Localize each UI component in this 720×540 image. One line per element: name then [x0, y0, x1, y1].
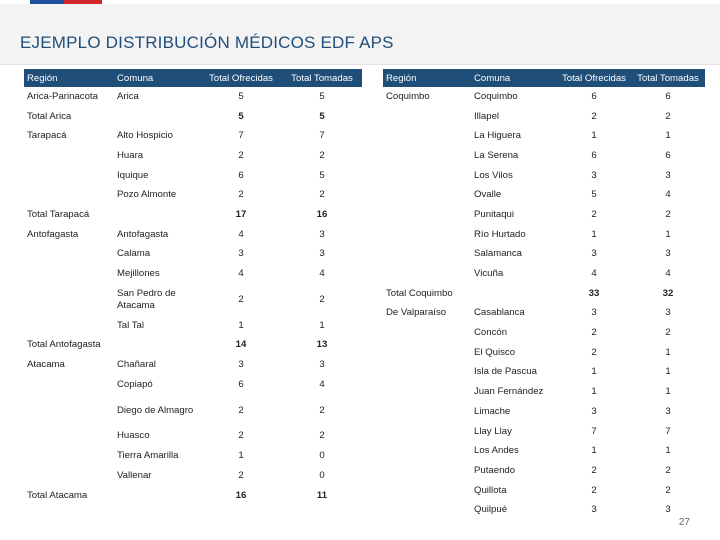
- cell-comuna: Quillota: [474, 484, 507, 496]
- cell-comuna: Punitaqui: [474, 208, 515, 220]
- cell-total-tomadas: 1: [665, 386, 671, 398]
- cell-region: [24, 316, 114, 336]
- cell-total-tomadas: 3: [319, 248, 325, 260]
- cell-total-ofrecidas: 2: [591, 110, 597, 122]
- table-header-row: [383, 69, 705, 87]
- cell-region: [383, 166, 471, 186]
- cell-region: [383, 461, 471, 481]
- cell-region: [383, 441, 471, 461]
- cell-total-tomadas: 4: [665, 189, 671, 201]
- title-band: [0, 4, 720, 65]
- table-row: [24, 427, 362, 447]
- table-row: [24, 126, 362, 146]
- table-row: [383, 166, 705, 186]
- cell-total-ofrecidas: 5: [238, 110, 244, 122]
- cell-region: [24, 146, 114, 166]
- cell-comuna: [114, 336, 200, 356]
- cell-region: [383, 245, 471, 265]
- cell-total-tomadas: 2: [319, 404, 325, 416]
- cell-comuna: Huara: [117, 149, 144, 161]
- cell-comuna: Isla de Pascua: [474, 366, 537, 378]
- cell-comuna: Vicuña: [474, 268, 504, 280]
- cell-region: [383, 146, 471, 166]
- page-title: EJEMPLO DISTRIBUCIÓN MÉDICOS EDF APS: [20, 33, 394, 52]
- cell-total-tomadas: 4: [319, 378, 325, 390]
- cell-total-ofrecidas: 1: [238, 450, 244, 462]
- cell-comuna: Río Hurtado: [474, 228, 526, 240]
- table-row: [383, 205, 705, 225]
- cell-total-tomadas: 4: [319, 268, 325, 280]
- cell-region: Total Coquimbo: [386, 287, 453, 299]
- cell-region: [383, 422, 471, 442]
- column-header-region: Región: [24, 69, 114, 87]
- cell-total-tomadas: 1: [665, 445, 671, 457]
- cell-total-ofrecidas: 3: [591, 248, 597, 260]
- table-row: [24, 395, 362, 427]
- cell-total-tomadas: 2: [319, 430, 325, 442]
- cell-total-tomadas: 1: [665, 366, 671, 378]
- table-row: [383, 402, 705, 422]
- cell-region: [24, 245, 114, 265]
- cell-region: [24, 284, 114, 316]
- cell-region: [383, 126, 471, 146]
- cell-region: [24, 264, 114, 284]
- cell-comuna: Calama: [117, 248, 151, 260]
- column-header-region: Región: [383, 69, 471, 87]
- cell-total-ofrecidas: 3: [238, 248, 244, 260]
- cell-total-ofrecidas: 2: [591, 327, 597, 339]
- cell-comuna: [114, 486, 200, 506]
- column-header-ofrecidas: Total Ofrecidas: [557, 69, 631, 87]
- table-row: [383, 225, 705, 245]
- cell-comuna: Tal Tal: [117, 319, 145, 331]
- cell-region: [24, 427, 114, 447]
- column-header-comuna: Comuna: [471, 69, 557, 87]
- column-header-tomadas: Total Tomadas: [631, 69, 705, 87]
- table-total-row: [383, 284, 705, 304]
- cell-region: [383, 343, 471, 363]
- cell-total-ofrecidas: 4: [238, 268, 244, 280]
- cell-total-tomadas: 2: [319, 149, 325, 161]
- cell-total-tomadas: 32: [662, 287, 674, 299]
- cell-region: [383, 500, 471, 520]
- cell-region: [383, 264, 471, 284]
- cell-total-ofrecidas: 2: [238, 149, 244, 161]
- cell-region: [24, 395, 114, 427]
- cell-total-tomadas: 5: [319, 169, 325, 181]
- cell-total-ofrecidas: 2: [591, 484, 597, 496]
- cell-comuna: Diego de Almagro: [117, 404, 194, 416]
- cell-total-tomadas: 3: [665, 248, 671, 260]
- table-row: [24, 166, 362, 186]
- cell-total-tomadas: 4: [665, 268, 671, 280]
- table-row: [24, 185, 362, 205]
- cell-total-tomadas: 3: [319, 228, 325, 240]
- distribution-table-right: [383, 69, 705, 520]
- column-header-tomadas: Total Tomadas: [282, 69, 362, 87]
- cell-total-ofrecidas: 1: [591, 445, 597, 457]
- cell-total-tomadas: 3: [319, 359, 325, 371]
- cell-total-tomadas: 11: [316, 489, 328, 501]
- cell-total-ofrecidas: 2: [238, 189, 244, 201]
- cell-total-tomadas: 1: [665, 346, 671, 358]
- cell-total-ofrecidas: 3: [591, 169, 597, 181]
- cell-total-tomadas: 2: [665, 208, 671, 220]
- cell-total-ofrecidas: 7: [591, 425, 597, 437]
- cell-total-ofrecidas: 1: [591, 386, 597, 398]
- cell-comuna: Chañaral: [117, 359, 156, 371]
- page-number: 27: [678, 517, 690, 528]
- cell-total-ofrecidas: 1: [591, 130, 597, 142]
- table-row: [24, 284, 362, 316]
- table-row: [383, 382, 705, 402]
- cell-comuna: Quilpué: [474, 504, 508, 516]
- cell-total-tomadas: 6: [665, 149, 671, 161]
- cell-total-tomadas: 7: [319, 130, 325, 142]
- cell-region: [24, 466, 114, 486]
- cell-region: Antofagasta: [27, 228, 79, 240]
- cell-comuna: Pozo Almonte: [117, 189, 177, 201]
- cell-comuna: Limache: [474, 405, 511, 417]
- distribution-table-left: [24, 69, 362, 505]
- cell-region: [24, 375, 114, 395]
- cell-region: [383, 481, 471, 501]
- cell-comuna: Los Andes: [474, 445, 519, 457]
- cell-total-ofrecidas: 6: [238, 378, 244, 390]
- cell-comuna: Copiapó: [117, 378, 153, 390]
- cell-comuna: Arica: [117, 90, 139, 102]
- cell-total-ofrecidas: 14: [235, 339, 247, 351]
- cell-comuna: La Higuera: [474, 130, 521, 142]
- cell-total-ofrecidas: 3: [238, 359, 244, 371]
- cell-comuna: La Serena: [474, 149, 519, 161]
- cell-comuna: Salamanca: [474, 248, 522, 260]
- cell-total-ofrecidas: 5: [591, 189, 597, 201]
- cell-total-tomadas: 13: [316, 339, 328, 351]
- cell-total-ofrecidas: 2: [591, 346, 597, 358]
- cell-comuna: Juan Fernández: [474, 386, 544, 398]
- cell-total-ofrecidas: 2: [238, 430, 244, 442]
- table-row: [383, 441, 705, 461]
- table-row: [383, 481, 705, 501]
- cell-comuna: Mejillones: [117, 268, 160, 280]
- cell-region: [383, 225, 471, 245]
- table-row: [24, 245, 362, 265]
- cell-region: De Valparaíso: [386, 307, 447, 319]
- table-total-row: [24, 205, 362, 225]
- cell-total-ofrecidas: 4: [238, 228, 244, 240]
- table-row: [383, 126, 705, 146]
- table-row: [383, 304, 705, 324]
- cell-region: Total Arica: [27, 110, 72, 122]
- table-row: [383, 107, 705, 127]
- table-row: [24, 146, 362, 166]
- table-row: [383, 363, 705, 383]
- column-header-comuna: Comuna: [114, 69, 200, 87]
- cell-region: Atacama: [27, 359, 65, 371]
- cell-total-ofrecidas: 7: [238, 130, 244, 142]
- cell-total-ofrecidas: 1: [238, 319, 244, 331]
- cell-total-ofrecidas: 2: [591, 208, 597, 220]
- cell-total-ofrecidas: 3: [591, 307, 597, 319]
- cell-total-tomadas: 2: [665, 327, 671, 339]
- table-header-row: [24, 69, 362, 87]
- cell-total-tomadas: 1: [665, 228, 671, 240]
- cell-region: Coquimbo: [386, 90, 430, 102]
- cell-total-ofrecidas: 2: [238, 404, 244, 416]
- table-row: [383, 461, 705, 481]
- cell-total-tomadas: 2: [665, 110, 671, 122]
- cell-total-tomadas: 3: [665, 405, 671, 417]
- cell-comuna: Illapel: [474, 110, 500, 122]
- table-row: [24, 466, 362, 486]
- cell-comuna: Vallenar: [117, 469, 152, 481]
- cell-region: [24, 446, 114, 466]
- cell-comuna: San Pedro de Atacama: [117, 287, 176, 311]
- cell-region: Total Antofagasta: [27, 339, 101, 351]
- cell-region: Arica-Parinacota: [27, 90, 98, 102]
- table-row: [383, 245, 705, 265]
- cell-region: [383, 382, 471, 402]
- cell-region: [383, 205, 471, 225]
- cell-comuna: El Quisco: [474, 346, 516, 358]
- cell-comuna: Ovalle: [474, 189, 502, 201]
- cell-total-ofrecidas: 4: [591, 268, 597, 280]
- cell-total-tomadas: 1: [319, 319, 325, 331]
- cell-comuna: Casablanca: [474, 307, 525, 319]
- cell-total-ofrecidas: 17: [235, 208, 247, 220]
- cell-total-tomadas: 16: [316, 208, 328, 220]
- table-row: [24, 355, 362, 375]
- cell-region: [383, 107, 471, 127]
- cell-total-tomadas: 1: [665, 130, 671, 142]
- cell-region: [383, 402, 471, 422]
- cell-total-ofrecidas: 33: [588, 287, 600, 299]
- cell-total-ofrecidas: 5: [238, 90, 244, 102]
- cell-total-tomadas: 0: [319, 469, 325, 481]
- cell-region: [24, 166, 114, 186]
- cell-total-ofrecidas: 3: [591, 405, 597, 417]
- cell-total-tomadas: 5: [319, 110, 325, 122]
- cell-comuna: Coquimbo: [474, 90, 518, 102]
- cell-total-tomadas: 2: [665, 464, 671, 476]
- cell-total-tomadas: 2: [319, 189, 325, 201]
- table-row: [24, 264, 362, 284]
- cell-total-tomadas: 6: [665, 90, 671, 102]
- cell-total-ofrecidas: 1: [591, 228, 597, 240]
- table-total-row: [24, 486, 362, 506]
- table-total-row: [24, 336, 362, 356]
- cell-total-tomadas: 3: [665, 504, 671, 516]
- cell-total-tomadas: 3: [665, 307, 671, 319]
- cell-total-ofrecidas: 16: [235, 489, 247, 501]
- table-row: [24, 446, 362, 466]
- cell-region: [383, 363, 471, 383]
- cell-total-ofrecidas: 1: [591, 366, 597, 378]
- cell-comuna: Tierra Amarilla: [117, 450, 179, 462]
- table-row: [24, 87, 362, 107]
- cell-region: Total Tarapacá: [27, 208, 90, 220]
- cell-comuna: Concón: [474, 327, 508, 339]
- cell-comuna: Antofagasta: [117, 228, 169, 240]
- cell-comuna: Huasco: [117, 430, 150, 442]
- column-header-ofrecidas: Total Ofrecidas: [200, 69, 282, 87]
- table-row: [24, 316, 362, 336]
- cell-region: Tarapacá: [27, 130, 67, 142]
- table-row: [383, 146, 705, 166]
- cell-total-ofrecidas: 3: [591, 504, 597, 516]
- table-row: [383, 323, 705, 343]
- cell-comuna: Putaendo: [474, 464, 516, 476]
- table-row: [383, 264, 705, 284]
- cell-total-tomadas: 3: [665, 169, 671, 181]
- cell-total-tomadas: 5: [319, 90, 325, 102]
- cell-total-ofrecidas: 6: [238, 169, 244, 181]
- cell-comuna: [114, 205, 200, 225]
- cell-total-tomadas: 2: [319, 293, 325, 305]
- cell-region: [383, 185, 471, 205]
- cell-region: Total Atacama: [27, 489, 88, 501]
- cell-region: [24, 185, 114, 205]
- table-row: [24, 375, 362, 395]
- cell-comuna: Llay Llay: [474, 425, 512, 437]
- cell-total-ofrecidas: 2: [591, 464, 597, 476]
- table-row: [383, 422, 705, 442]
- cell-total-tomadas: 2: [665, 484, 671, 496]
- table-row: [383, 87, 705, 107]
- cell-comuna: Iquique: [117, 169, 149, 181]
- cell-comuna: [114, 107, 200, 127]
- cell-total-tomadas: 0: [319, 450, 325, 462]
- table-row: [383, 343, 705, 363]
- table-row: [383, 500, 705, 520]
- cell-comuna: [471, 284, 557, 304]
- table-total-row: [24, 107, 362, 127]
- cell-total-ofrecidas: 6: [591, 149, 597, 161]
- cell-total-ofrecidas: 2: [238, 293, 244, 305]
- table-row: [383, 185, 705, 205]
- cell-region: [383, 323, 471, 343]
- cell-comuna: Los Vilos: [474, 169, 513, 181]
- cell-total-tomadas: 7: [665, 425, 671, 437]
- cell-total-ofrecidas: 2: [238, 469, 244, 481]
- cell-total-ofrecidas: 6: [591, 90, 597, 102]
- table-row: [24, 225, 362, 245]
- cell-comuna: Alto Hospicio: [117, 130, 173, 142]
